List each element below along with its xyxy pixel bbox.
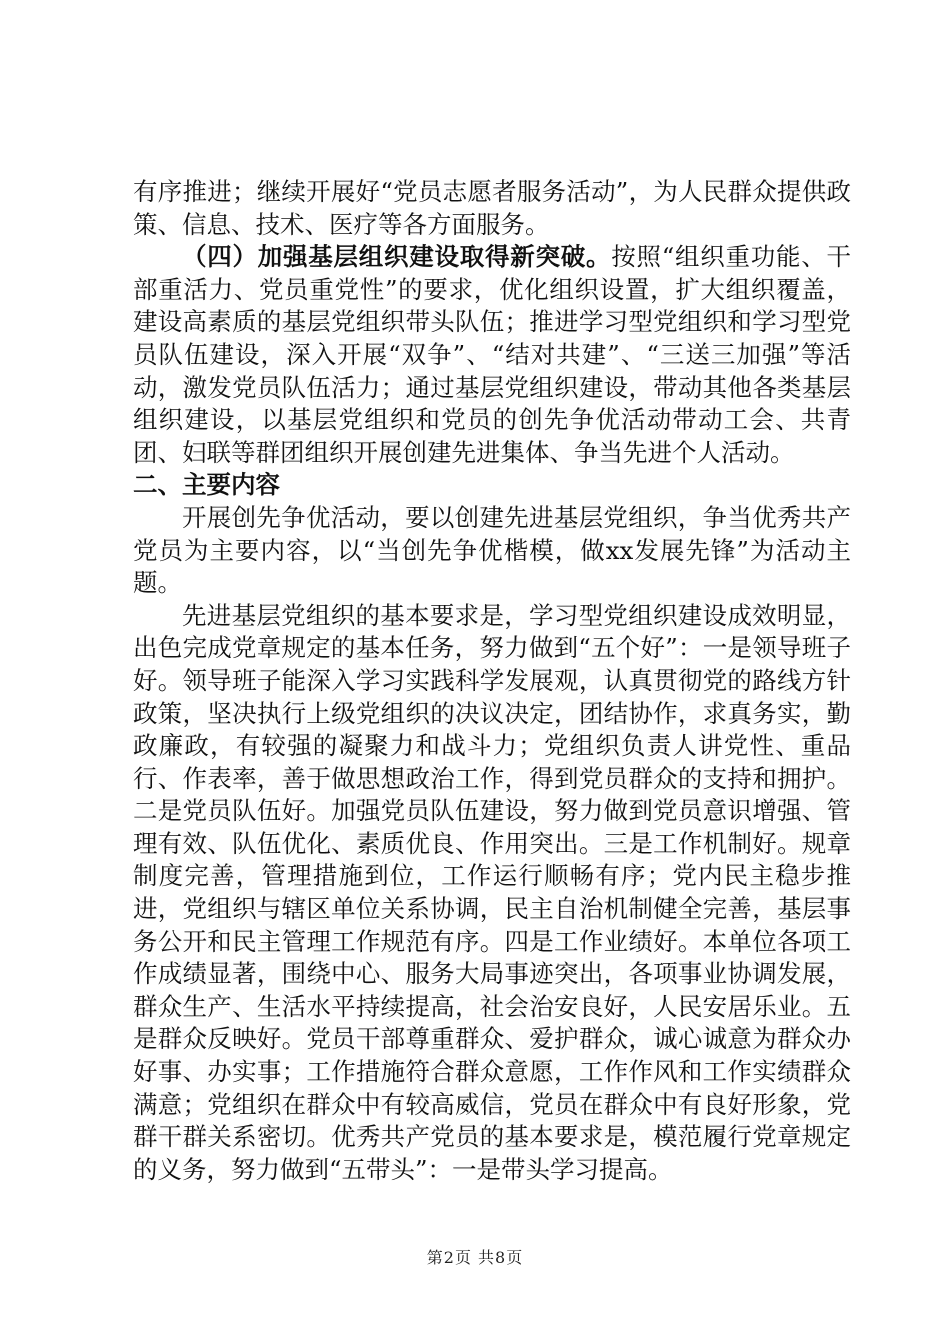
section-four-body: 按照“组织重功能、干部重活力、党员重党性”的要求，优化组织设置，扩大组织覆盖，建设高素质的基层党组织带头队伍；推进学习型党组织和学习型党员队伍建设，深入开展“双争”、“结对共建”、“三送三加强”等活动，激发党员队伍活力；通过基层党组织建设，带动其他各类基层组织建设，以基层党组织和党员的创先争优活动带动工会、共青团、妇联等群团组织开展创建先进集体、争当先进个人活动。 <box>133 242 851 467</box>
document-body <box>133 176 851 1186</box>
page-number-footer: 第2页 共8页 <box>426 1248 524 1267</box>
paragraph-section-four <box>133 241 851 469</box>
paragraph-main-content: 开展创先争优活动，要以创建先进基层党组织，争当优秀共产党员为主要内容，以“当创先争优楷模，做xx发展先锋”为活动主题。 <box>133 502 851 598</box>
section-four-heading: （四）加强基层组织建设取得新突破。 <box>182 242 612 272</box>
section-two-heading: 二、主要内容 <box>133 470 280 500</box>
paragraph-requirements: 先进基层党组织的基本要求是，学习型党组织建设成效明显，出色完成党章规定的基本任务，努力做到“五个好”：一是领导班子好。领导班子能深入学习实践科学发展观，认真贯彻党的路线方针政策，坚决执行上级党组织的决议决定，团结协作，求真务实，勤政廉政，有较强的凝聚力和战斗力；党组织负责人讲党性、重品行、作表率，善于做思想政治工作，得到党员群众的支持和拥护。二是党员队伍好。加强党员队伍建设，努力做到党员意识增强、管理有效、队伍优化、素质优良、作用突出。三是工作机制好。规章制度完善，管理措施到位，工作运行顺畅有序；党内民主稳步推进，党组织与辖区单位关系协调，民主自治机制健全完善，基层事务公开和民主管理工作规范有序。四是工作业绩好。本单位各项工作成绩显著，围绕中心、服务大局事迹突出，各项事业协调发展，群众生产、生活水平持续提高，社会治安良好，人民安居乐业。五是群众反映好。党员干部尊重群众、爱护群众，诚心诚意为群众办好事、办实事；工作措施符合群众意愿，工作作风和工作实绩群众满意；党组织在群众中有较高威信，党员在群众中有良好形象，党群干群关系密切。优秀共产党员的基本要求是，模范履行党章规定的义务，努力做到“五带头”：一是带头学习提高。 <box>133 600 851 1184</box>
paragraph-continuation: 有序推进；继续开展好“党员志愿者服务活动”，为人民群众提供政策、信息、技术、医疗等各方面服务。 <box>133 177 851 239</box>
